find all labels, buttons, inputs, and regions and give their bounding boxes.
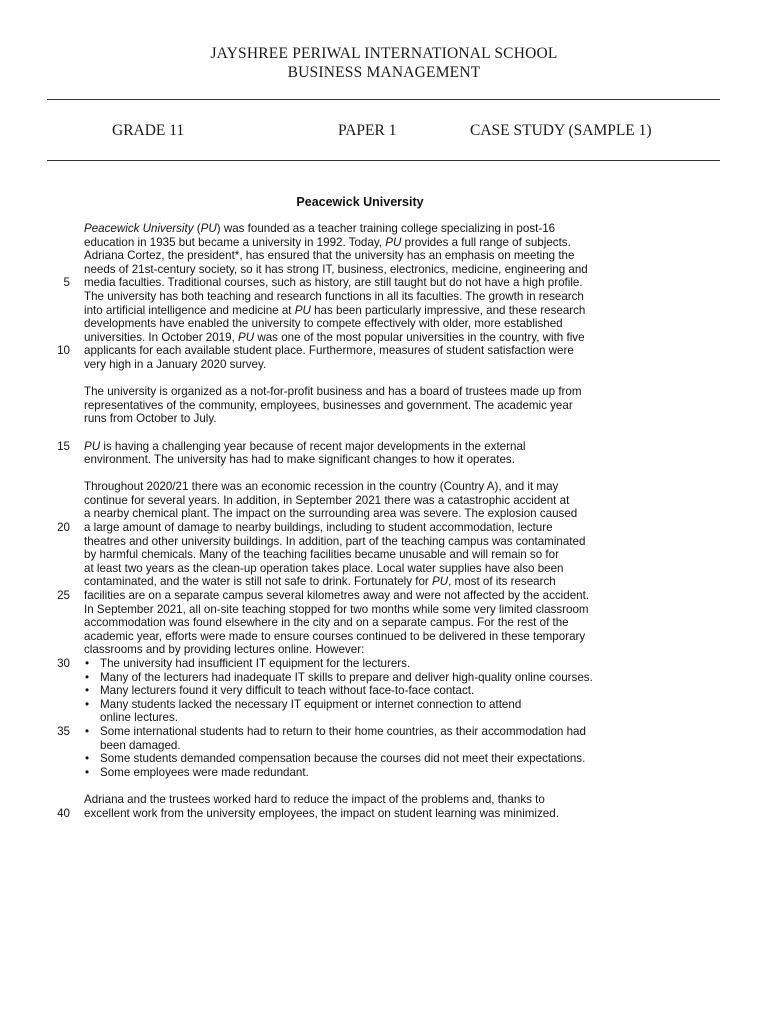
text-line: theatres and other university buildings. In addition, part of the teaching campus was contaminated	[84, 534, 586, 548]
case-study-body	[84, 222, 684, 834]
text-line: very high in a January 2020 survey.	[84, 357, 267, 371]
bullet-item	[84, 725, 684, 739]
bullet-icon: •	[85, 697, 90, 711]
bullet-text: Many students lacked the necessary IT equipment or internet connection to attend	[100, 697, 522, 711]
subject-name: BUSINESS MANAGEMENT	[287, 64, 481, 81]
bullet-item	[84, 657, 684, 671]
text-line: Adriana Cortez, the president*, has ensured that the university has an emphasis on meeting the	[84, 249, 575, 263]
bullet-item	[84, 684, 684, 698]
paragraph	[84, 222, 684, 372]
bullet-text: Some international students had to return to their home countries, as their accommodation had	[100, 724, 586, 738]
text-line: The university has both teaching and research functions in all its faculties. The growth in research	[84, 289, 584, 303]
bullet-text: Some employees were made redundant.	[100, 765, 309, 779]
text-line: representatives of the community, employees, businesses and government. The academic year	[84, 398, 573, 412]
line-number: 15	[57, 439, 70, 453]
line-number: 20	[57, 521, 70, 535]
text-line: into artificial intelligence and medicine at PU has been particularly impressive, and these research	[84, 303, 586, 317]
text-line: PU is having a challenging year because of recent major developments in the external	[84, 439, 526, 453]
bullet-item	[84, 671, 684, 685]
bullet-icon: •	[85, 765, 90, 779]
text-line: by harmful chemicals. Many of the teaching facilities became unusable and will remain so for	[84, 548, 559, 562]
text-line: The university is organized as a not-for-profit business and has a board of trustees made up from	[84, 385, 582, 399]
text-line: Adriana and the trustees worked hard to reduce the impact of the problems and, thanks to	[84, 792, 545, 806]
bullet-icon: •	[85, 657, 90, 670]
bullet-icon: •	[85, 684, 90, 698]
text-line: classrooms and by providing lectures online. However:	[84, 643, 365, 657]
bullet-item-continuation	[84, 739, 684, 753]
school-name: JAYSHREE PERIWAL INTERNATIONAL SCHOOL	[210, 45, 558, 62]
bullet-text: online lectures.	[100, 711, 178, 725]
bullet-item	[84, 698, 684, 712]
bullet-item-continuation	[84, 711, 684, 725]
line-number: 5	[63, 276, 70, 290]
text-line: environment. The university has had to make significant changes to how it operates.	[84, 453, 515, 467]
line-number: 10	[57, 344, 70, 358]
paragraph	[84, 440, 684, 467]
text-line: needs of 21st-century society, so it has strong IT, business, electronics, medicine, engineering and	[84, 262, 588, 276]
text-line: education in 1935 but became a university in 1992. Today, PU provides a full range of subjects.	[84, 235, 571, 249]
text-line: universities. In October 2019, PU was one of the most popular universities in the country, with five	[84, 330, 585, 344]
text-line: runs from October to July.	[84, 412, 217, 426]
bullet-item	[84, 752, 684, 766]
text-line: Peacewick University (PU) was founded as a teacher training college specializing in post-16	[84, 222, 556, 235]
text-line: In September 2021, all on-site teaching stopped for two months while some very limited classroom	[84, 602, 589, 616]
text-line: developments have enabled the university to compete effectively with older, more established	[84, 317, 563, 331]
document-header	[0, 44, 768, 82]
paper-label: PAPER 1	[338, 122, 397, 139]
bullet-text: Some students demanded compensation because the courses did not meet their expectations.	[100, 752, 586, 766]
bullet-icon: •	[85, 724, 90, 738]
case-study-label: CASE STUDY (SAMPLE 1)	[470, 122, 652, 139]
text-line: accommodation was found elsewhere in the city and on a separate campus. For the rest of the	[84, 616, 569, 630]
text-line: contaminated, and the water is still not safe to drink. Fortunately for PU, most of its research	[84, 575, 556, 589]
paragraph	[84, 385, 684, 426]
case-study-title: Peacewick University	[296, 195, 424, 209]
bullet-text: Many of the lecturers had inadequate IT skills to prepare and deliver high-quality online courses.	[100, 670, 593, 684]
grade-label: GRADE 11	[112, 122, 185, 139]
bullet-item	[84, 766, 684, 780]
bullet-text: The university had insufficient IT equipment for the lecturers.	[100, 657, 411, 670]
text-line: Throughout 2020/21 there was an economic recession in the country (Country A), and it may	[84, 480, 559, 494]
text-line: applicants for each available student place. Furthermore, measures of student satisfaction were	[84, 344, 574, 358]
line-number: 25	[57, 589, 70, 603]
bullet-icon: •	[85, 752, 90, 766]
text-line: excellent work from the university employees, the impact on student learning was minimized.	[84, 806, 559, 820]
text-line: a nearby chemical plant. The impact on the surrounding area was severe. The explosion caused	[84, 507, 578, 521]
text-line: media faculties. Traditional courses, such as history, are still taught but do not have a high profile.	[84, 276, 583, 290]
line-number: 35	[57, 725, 70, 739]
text-line: facilities are on a separate campus several kilometres away and were not affected by the accident.	[84, 589, 590, 603]
paragraph	[84, 480, 684, 779]
text-line: at least two years as the clean-up operation takes place. Local water supplies have also been	[84, 561, 564, 575]
paragraph	[84, 793, 684, 820]
text-line: academic year, efforts were made to ensure courses continued to be delivered in these temporary	[84, 629, 586, 643]
bullet-icon: •	[85, 670, 90, 684]
line-number: 40	[57, 806, 70, 820]
bullet-text: Many lecturers found it very difficult to teach without face-to-face contact.	[100, 684, 475, 698]
text-line: a large amount of damage to nearby buildings, including to student accommodation, lecture	[84, 521, 553, 535]
bullet-text: been damaged.	[100, 738, 181, 752]
text-line: continue for several years. In addition, in September 2021 there was a catastrophic accident at	[84, 493, 570, 507]
header-bottom-rule	[47, 160, 720, 161]
header-top-rule	[47, 99, 720, 100]
line-number: 30	[57, 657, 70, 671]
